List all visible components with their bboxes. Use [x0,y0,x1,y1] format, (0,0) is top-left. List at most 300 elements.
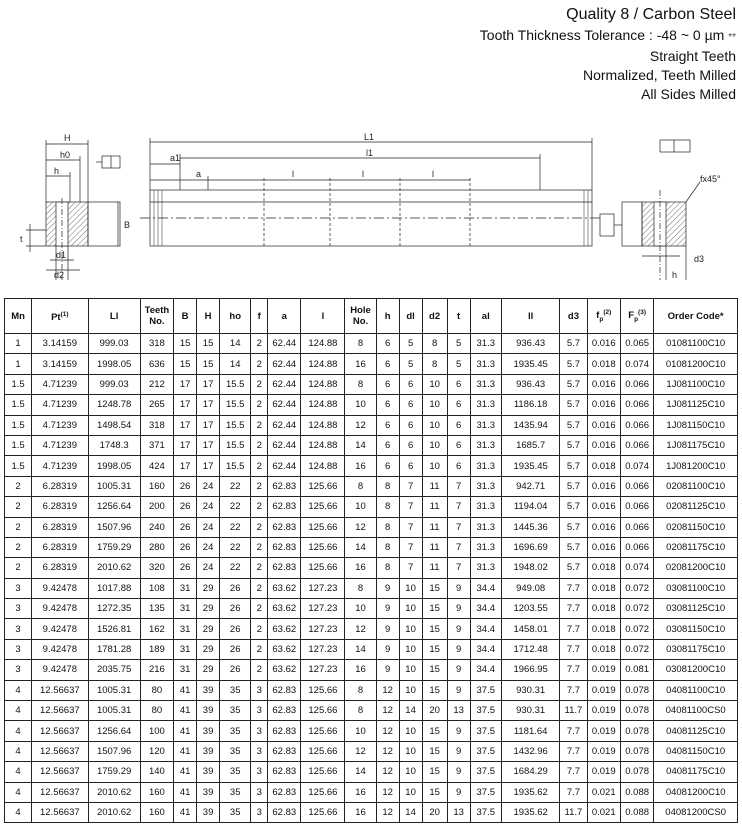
table-cell: 35 [220,802,251,822]
column-header-label: ll [528,310,534,322]
table-cell: 26 [220,619,251,639]
table-cell: 12 [376,802,399,822]
table-cell: 62.83 [268,497,301,517]
table-cell: 1935.62 [501,802,559,822]
table-cell: 12 [345,741,376,761]
table-cell: 7 [447,497,470,517]
table-cell: 7 [399,497,422,517]
table-cell: 63.62 [268,619,301,639]
dim-l-3: l [432,169,434,179]
table-cell: 12 [376,701,399,721]
table-cell: 15 [422,782,447,802]
table-cell: 12.56637 [32,802,88,822]
table-cell: 424 [140,456,173,476]
table-cell: 1685.7 [501,435,559,455]
table-cell: 942.71 [501,476,559,496]
table-cell: 3 [251,782,268,802]
table-cell: 26 [220,660,251,680]
table-cell: 3.14159 [32,334,88,354]
table-cell: 320 [140,558,173,578]
table-cell: 20 [422,802,447,822]
table-cell: 999.03 [88,374,140,394]
tolerance-mark: ** [728,32,736,43]
column-header [5,299,32,334]
column-header [197,299,220,334]
table-cell: 4 [5,782,32,802]
table-cell: 9 [447,619,470,639]
table-cell: 6 [376,456,399,476]
table-cell: 35 [220,701,251,721]
table-cell: 0.018 [587,639,620,659]
table-cell: 1005.31 [88,680,140,700]
table-cell: 62.83 [268,782,301,802]
dim-t: t [20,234,23,244]
dim-d2: d2 [54,270,65,280]
table-cell: 10 [422,395,447,415]
table-cell: 17 [174,435,197,455]
table-cell: 212 [140,374,173,394]
column-header-label: Ll [109,310,119,322]
table-cell: 5 [447,334,470,354]
table-cell: 15.5 [220,395,251,415]
table-cell: 37.5 [470,741,501,761]
table-cell: 2 [251,415,268,435]
column-header-label: B [181,310,189,322]
table-cell: 2 [251,517,268,537]
table-cell: 5.7 [560,456,587,476]
table-cell: 1966.95 [501,660,559,680]
table-cell: 2010.62 [88,558,140,578]
table-cell: 04081100CS0 [654,701,738,721]
table-cell: 3 [5,578,32,598]
table-cell: 125.66 [301,497,345,517]
table-cell: 01081100C10 [654,334,738,354]
table-cell: 0.065 [620,334,653,354]
table-cell: 6 [399,415,422,435]
table-cell: 4.71239 [32,456,88,476]
table-cell: 04081200CS0 [654,802,738,822]
table-cell: 11.7 [560,802,587,822]
table-cell: 125.66 [301,680,345,700]
table-cell: 4.71239 [32,395,88,415]
table-cell: 8 [345,701,376,721]
table-cell: 12 [376,762,399,782]
table-cell: 12 [376,680,399,700]
rack-technical-drawing [0,130,742,290]
column-header [447,299,470,334]
table-cell: 0.078 [620,680,653,700]
table-cell: 41 [174,721,197,741]
table-cell: 41 [174,680,197,700]
table-cell: 34.4 [470,599,501,619]
table-cell: 9 [447,741,470,761]
table-cell: 3 [5,639,32,659]
table-cell: 0.078 [620,701,653,721]
table-cell: 125.66 [301,537,345,557]
column-header-label: al [481,310,490,322]
table-cell: 31.3 [470,415,501,435]
table-cell: 6 [376,354,399,374]
dim-a: a [196,169,202,179]
table-cell: 13 [447,701,470,721]
table-cell: 1712.48 [501,639,559,659]
column-header-label: f [596,310,600,322]
table-cell: 31.3 [470,537,501,557]
table-cell: 10 [422,374,447,394]
table-cell: 9 [447,721,470,741]
table-cell: 15 [197,334,220,354]
table-cell: 124.88 [301,456,345,476]
table-cell: 31.3 [470,497,501,517]
table-cell: 04081100C10 [654,680,738,700]
table-cell: 9.42478 [32,619,88,639]
table-cell: 1J081175C10 [654,435,738,455]
table-cell: 2 [251,578,268,598]
table-cell: 1507.96 [88,517,140,537]
table-cell: 2 [251,456,268,476]
column-header [88,299,140,334]
column-header-label: H [204,310,212,322]
table-cell: 1.5 [5,456,32,476]
table-cell: 930.31 [501,680,559,700]
table-cell: 1.5 [5,374,32,394]
table-cell: 04081175C10 [654,762,738,782]
table-cell: 3 [5,619,32,639]
table-cell: 17 [197,456,220,476]
table-cell: 1748.3 [88,435,140,455]
column-header [376,299,399,334]
table-cell: 1194.04 [501,497,559,517]
table-cell: 5.7 [560,374,587,394]
table-cell: 11 [422,558,447,578]
table-cell: 14 [345,537,376,557]
table-cell: 0.016 [587,415,620,435]
table-cell: 1935.62 [501,782,559,802]
table-cell: 11 [422,497,447,517]
table-cell: 162 [140,619,173,639]
table-cell: 15 [174,334,197,354]
table-cell: 24 [197,537,220,557]
table-cell: 200 [140,497,173,517]
table-cell: 100 [140,721,173,741]
table-cell: 1017.88 [88,578,140,598]
dim-h-right: h [672,270,678,280]
table-cell: 280 [140,537,173,557]
table-cell: 8 [376,517,399,537]
table-cell: 120 [140,741,173,761]
table-cell: 03081175C10 [654,639,738,659]
table-cell: 04081200C10 [654,782,738,802]
table-cell: 12 [376,782,399,802]
table-cell: 1203.55 [501,599,559,619]
table-cell: 16 [345,660,376,680]
table-cell: 2 [251,497,268,517]
table-cell: 02081200C10 [654,558,738,578]
table-cell: 31 [174,578,197,598]
table-cell: 12 [376,741,399,761]
table-cell: 0.078 [620,762,653,782]
table-cell: 31.3 [470,395,501,415]
table-cell: 0.088 [620,802,653,822]
table-cell: 6.28319 [32,537,88,557]
table-cell: 3 [251,721,268,741]
table-cell: 1781.28 [88,639,140,659]
table-cell: 1J081100C10 [654,374,738,394]
table-cell: 108 [140,578,173,598]
dim-l-1: l [292,169,294,179]
table-cell: 39 [197,701,220,721]
table-cell: 2 [251,435,268,455]
table-cell: 0.088 [620,782,653,802]
table-cell: 63.62 [268,639,301,659]
table-cell: 10 [399,578,422,598]
table-cell: 124.88 [301,435,345,455]
table-cell: 31.3 [470,354,501,374]
quality-title: Quality 8 / Carbon Steel [566,6,736,23]
table-cell: 124.88 [301,354,345,374]
table-cell: 22 [220,558,251,578]
table-cell: 5.7 [560,334,587,354]
table-cell: 62.44 [268,354,301,374]
table-cell: 0.016 [587,334,620,354]
table-cell: 62.44 [268,435,301,455]
table-cell: 1.5 [5,415,32,435]
table-cell: 31.3 [470,558,501,578]
table-cell: 39 [197,741,220,761]
table-cell: 140 [140,762,173,782]
table-cell: 9 [376,599,399,619]
table-cell: 1.5 [5,435,32,455]
table-cell: 03081150C10 [654,619,738,639]
table-cell: 26 [220,578,251,598]
table-cell: 8 [345,334,376,354]
table-cell: 2 [251,354,268,374]
table-cell: 14 [399,701,422,721]
table-cell: 0.018 [587,354,620,374]
dim-fx45: fx45° [700,174,721,184]
table-cell: 318 [140,415,173,435]
table-cell: 14 [345,762,376,782]
table-cell: 160 [140,802,173,822]
table-cell: 17 [197,415,220,435]
table-cell: 2010.62 [88,802,140,822]
table-cell: 7.7 [560,680,587,700]
table-cell: 0.074 [620,456,653,476]
table-cell: 124.88 [301,374,345,394]
table-cell: 10 [399,639,422,659]
table-cell: 1445.36 [501,517,559,537]
table-cell: 0.074 [620,354,653,374]
table-cell: 63.62 [268,578,301,598]
table-cell: 0.016 [587,497,620,517]
table-cell: 41 [174,782,197,802]
table-cell: 7 [447,476,470,496]
table-cell: 160 [140,476,173,496]
table-cell: 0.072 [620,619,653,639]
table-cell: 1498.54 [88,415,140,435]
table-cell: 62.44 [268,395,301,415]
table-cell: 4 [5,741,32,761]
table-cell: 29 [197,599,220,619]
table-cell: 9 [447,762,470,782]
table-cell: 9 [447,782,470,802]
rack-end-view [600,140,700,280]
table-cell: 12 [376,721,399,741]
table-cell: 0.066 [620,374,653,394]
table-cell: 0.066 [620,415,653,435]
table-cell: 3 [251,701,268,721]
table-cell: 17 [174,374,197,394]
table-cell: 24 [197,497,220,517]
table-cell: 6.28319 [32,558,88,578]
table-cell: 0.078 [620,721,653,741]
table-cell: 0.066 [620,517,653,537]
table-cell: 125.66 [301,782,345,802]
teeth-type: Straight Teeth [649,48,736,64]
table-cell: 125.66 [301,517,345,537]
table-cell: 3 [5,660,32,680]
table-cell: 2 [251,334,268,354]
table-cell: 15 [422,578,447,598]
table-cell: 9 [447,578,470,598]
table-cell: 12 [345,415,376,435]
table-cell: 10 [345,721,376,741]
table-cell: 17 [174,415,197,435]
column-header-note: (2) [603,308,612,316]
dim-h0: h0 [60,150,71,160]
table-cell: 6 [399,435,422,455]
column-header-label: d3 [567,310,579,322]
column-header [268,299,301,334]
column-header-label: l [321,310,325,322]
table-cell: 02081100C10 [654,476,738,496]
table-cell: 5 [399,334,422,354]
table-cell: 3 [251,802,268,822]
table-cell: 14 [399,802,422,822]
table-cell: 29 [197,619,220,639]
table-cell: 8 [376,497,399,517]
table-cell: 0.078 [620,741,653,761]
table-cell: 0.019 [587,660,620,680]
table-cell: 9.42478 [32,639,88,659]
table-cell: 240 [140,517,173,537]
table-cell: 999.03 [88,334,140,354]
table-cell: 9 [376,578,399,598]
table-cell: 1759.29 [88,762,140,782]
table-cell: 26 [174,558,197,578]
column-header [220,299,251,334]
table-cell: 11.7 [560,701,587,721]
table-cell: 1181.64 [501,721,559,741]
table-cell: 9.42478 [32,578,88,598]
table-cell: 10 [399,782,422,802]
table-cell: 03081200C10 [654,660,738,680]
table-cell: 10 [399,741,422,761]
table-cell: 10 [345,497,376,517]
side-section-view [26,140,120,280]
table-cell: 16 [345,354,376,374]
table-cell: 37.5 [470,762,501,782]
table-cell: 1948.02 [501,558,559,578]
table-cell: 14 [220,334,251,354]
table-cell: 11 [422,537,447,557]
table-cell: 15.5 [220,435,251,455]
column-header-label: t [457,310,461,322]
table-cell: 2035.75 [88,660,140,680]
table-cell: 6 [447,456,470,476]
table-row [5,578,738,598]
column-header-note: (1) [60,310,69,318]
table-cell: 5.7 [560,558,587,578]
table-cell: 29 [197,639,220,659]
table-cell: 39 [197,762,220,782]
milling-line: All Sides Milled [641,86,736,102]
table-cell: 125.66 [301,802,345,822]
table-cell: 41 [174,701,197,721]
table-cell: 12.56637 [32,680,88,700]
table-cell: 936.43 [501,334,559,354]
table-cell: 14 [220,354,251,374]
column-header [251,299,268,334]
table-cell: 80 [140,701,173,721]
table-cell: 7.7 [560,578,587,598]
table-cell: 15 [422,619,447,639]
table-cell: 15 [422,660,447,680]
column-header-label: a [281,310,287,322]
dim-d3: d3 [694,254,705,264]
table-cell: 8 [345,374,376,394]
table-cell: 1935.45 [501,354,559,374]
table-cell: 7 [447,537,470,557]
column-header-label: Order Code* [667,310,724,322]
table-cell: 39 [197,721,220,741]
table-cell: 1J081125C10 [654,395,738,415]
table-cell: 7.7 [560,782,587,802]
table-cell: 5 [399,354,422,374]
table-cell: 39 [197,802,220,822]
table-cell: 1998.05 [88,456,140,476]
table-cell: 62.44 [268,415,301,435]
spec-table [4,298,738,823]
table-cell: 15 [422,741,447,761]
table-cell: 15 [197,354,220,374]
table-cell: 124.88 [301,395,345,415]
table-cell: 4 [5,680,32,700]
table-cell: 37.5 [470,721,501,741]
table-cell: 12 [345,619,376,639]
column-header-line2: No. [149,316,165,327]
table-cell: 11 [422,476,447,496]
table-cell: 31 [174,599,197,619]
table-cell: 1186.18 [501,395,559,415]
table-cell: 17 [197,435,220,455]
table-cell: 0.018 [587,456,620,476]
table-cell: 8 [422,334,447,354]
table-cell: 0.019 [587,762,620,782]
table-row [5,721,738,741]
table-cell: 1J081200C10 [654,456,738,476]
table-cell: 0.016 [587,395,620,415]
tolerance-line [480,26,736,47]
column-header-label: Pt [51,312,61,324]
table-cell: 34.4 [470,578,501,598]
table-cell: 949.08 [501,578,559,598]
table-cell: 6 [376,415,399,435]
table-cell: 2 [5,476,32,496]
table-cell: 1435.94 [501,415,559,435]
table-cell: 6 [399,456,422,476]
table-row [5,517,738,537]
